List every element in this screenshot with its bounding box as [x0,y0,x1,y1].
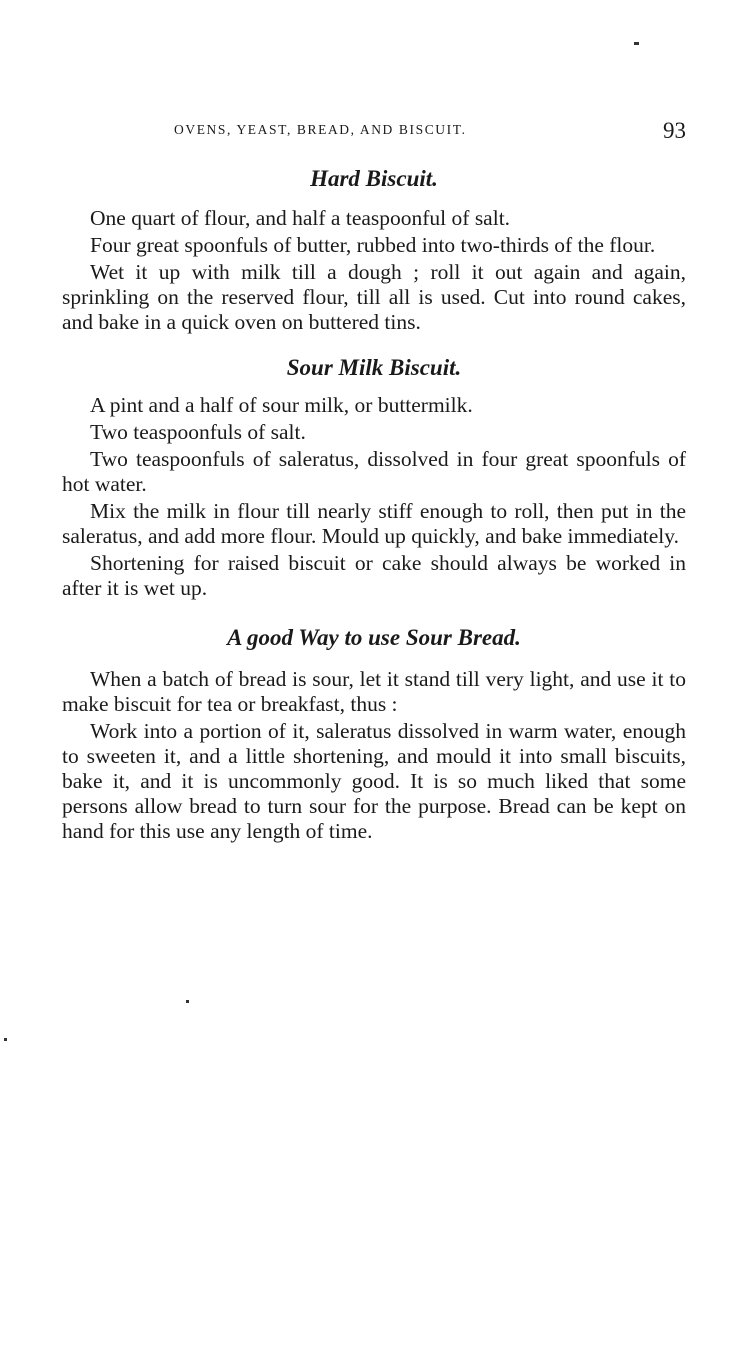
running-title: OVENS, YEAST, BREAD, AND BISCUIT. [174,122,467,137]
recipe-paragraph: When a batch of bread is sour, let it stand till very light, and use it to make biscuit for tea or breakfast, thus : [62,667,686,716]
recipe-paragraph: Two teaspoonfuls of salt. [90,420,306,444]
recipe-sour-bread [62,623,686,844]
recipe-paragraph: Work into a portion of it, saleratus dissolved in warm water, enough to sweeten it, and a little shortening, and mould it into small biscuits, bake it, and it is uncommonly good. It is so much liked that some persons allow bread to turn sour for the purpose. Bread can be kept on hand for this use any length of time. [62,719,686,843]
recipe-paragraph: Four great spoonfuls of butter, rubbed into two-thirds of the flour. [90,233,656,257]
recipe-paragraph: Mix the milk in flour till nearly stiff enough to roll, then put in the saleratus, and add more flour. Mould up quickly, and bake immediately. [62,499,686,548]
page-content [62,164,686,846]
ink-speck [186,1000,189,1003]
running-head [62,118,686,148]
recipe-title: Hard Biscuit. [310,166,438,191]
recipe-hard-biscuit [62,164,686,335]
recipe-paragraph: Shortening for raised biscuit or cake should always be worked in after it is wet up. [62,551,686,600]
recipe-sour-milk-biscuit [62,353,686,601]
recipe-title: Sour Milk Biscuit. [286,355,462,380]
page-number: 93 [663,118,686,143]
ink-speck [4,1038,7,1041]
recipe-paragraph: One quart of flour, and half a teaspoonful of salt. [90,206,511,230]
recipe-paragraph: A pint and a half of sour milk, or buttermilk. [90,393,473,417]
recipe-title: A good Way to use Sour Bread. [227,625,521,650]
recipe-paragraph: Two teaspoonfuls of saleratus, dissolved in four great spoonfuls of hot water. [62,447,686,496]
ink-speck [634,42,639,45]
recipe-paragraph: Wet it up with milk till a dough ; roll it out again and again, sprinkling on the reserved flour, till all is used. Cut into round cakes, and bake in a quick oven on buttered tins. [62,260,686,334]
